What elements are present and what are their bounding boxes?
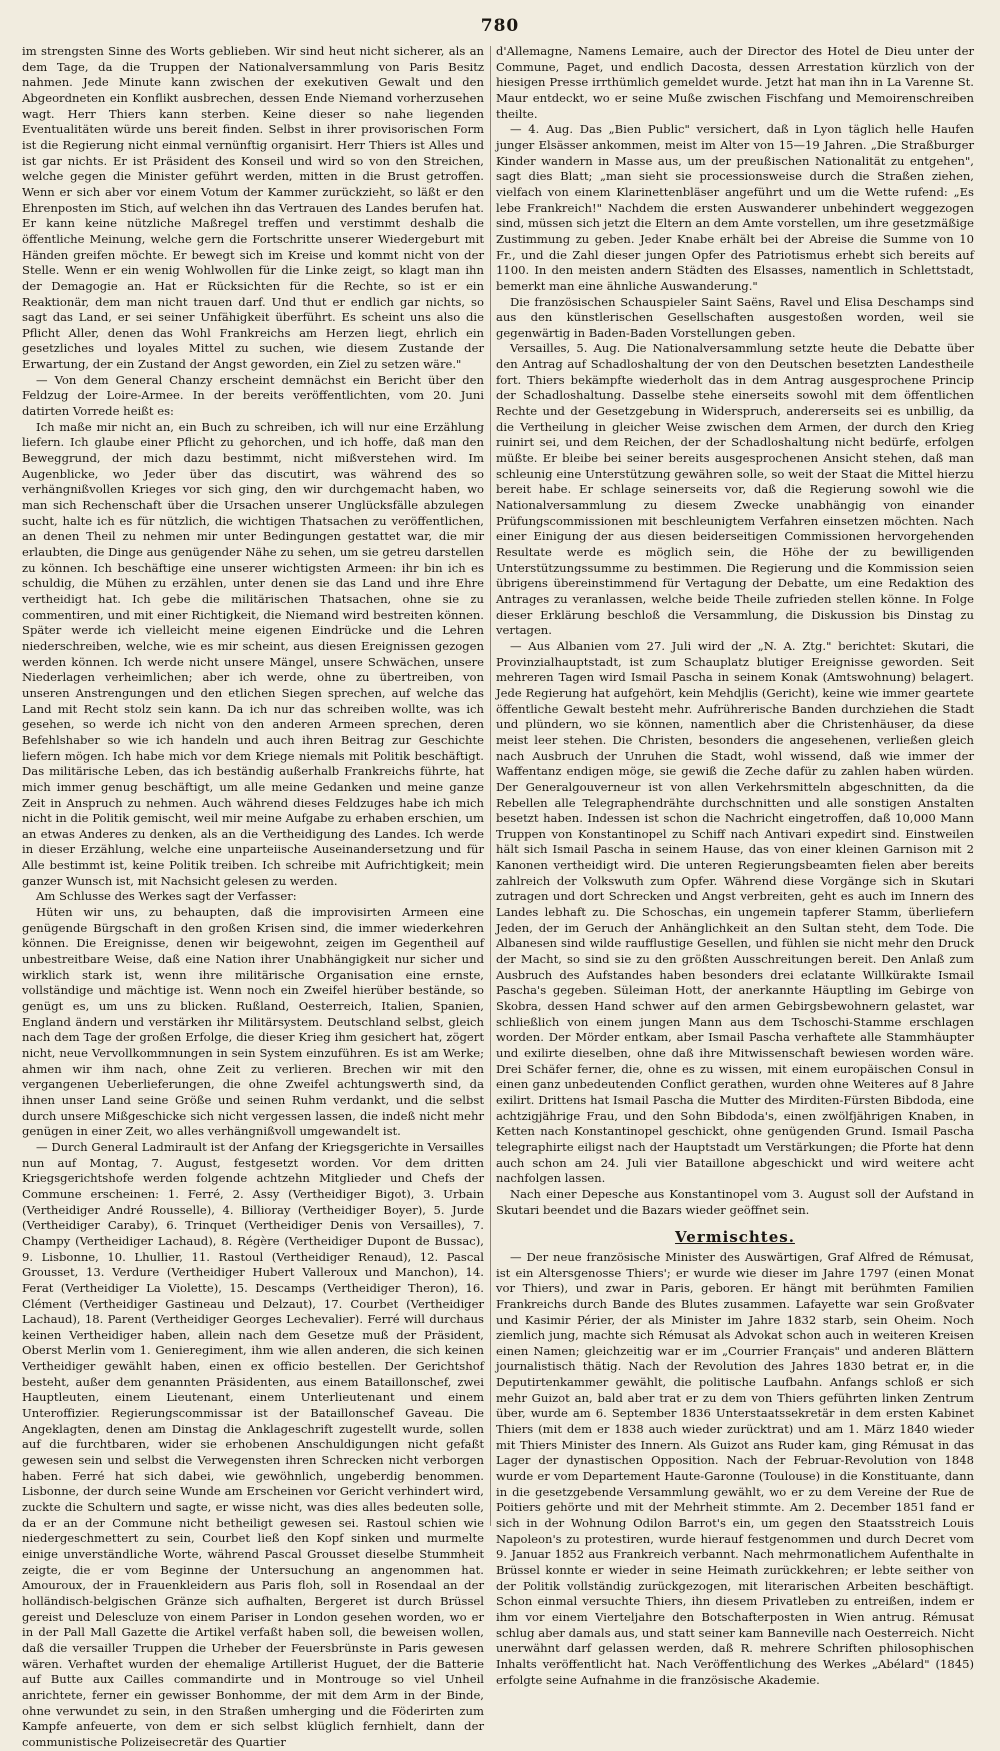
article-paragraph: Am Schlusse des Werkes sagt der Verfasser: (36, 889, 297, 904)
article-paragraph: Versailles, 5. Aug. Die Nationalversammlung setzte heute die Debatte über den Antrag auf Schadloshaltung der von den Deutschen besetzten Landestheile fort. Thiers bekämpfte wiederholt das in dem Antrag ausgesprochene Princip der Schadloshaltung. Dasselbe stehe einerseits sowohl mit dem öffentlichen Rechte und der Gesetzgebung in Widerspruch, andererseits sei es unbillig, da die Vertheilung in gleicher Weise zwischen dem Armen, der durch den Krieg ruinirt sei, und dem Reichen, der der Schadloshaltung nicht bedürfe, erfolgen müßte. Er bleibe bei seiner bereits ausgesprochenen Ansicht stehen, daß man schleunig eine Unterstützung gewähren solle, so weit der Staat die Mittel hierzu bereit habe. Er schlage seinerseits vor, daß die Regierung sowohl wie die Nationalversammlung zu diesem Zwecke unabhängig von einander Prüfungscommissionen mit beschleunigtem Verfahren einsetzen möchten. Nach einer Einigung der aus diesen beiderseitigen Commissionen hervorgehenden Resultate werde es möglich sein, die Höhe der zu bewilligenden Unterstützungssumme zu bestimmen. Die Regierung und die Kommission seien übrigens übereinstimmend für Vertagung der Debatte, um eine Redaktion des Antrages zu veranlassen, welche beide Theile zufrieden stellen könne. In Folge dieser Erklärung beschloß die Versammlung, die Diskussion bis Dinstag zu vertagen. (496, 341, 974, 638)
column-divider (490, 46, 491, 1526)
article-paragraph: Die französischen Schauspieler Saint Saëns, Ravel und Elisa Deschamps sind aus den künstlerischen Gesellschaften ausgestoßen worden, weil sie gegenwärtig in Baden-Baden Vorstellungen geben. (496, 294, 974, 340)
article-paragraph: d'Allemagne, Namens Lemaire, auch der Director des Hotel de Dieu unter der Commune, Paget, und endlich Dacosta, dessen Arrestation kürzlich von der hiesigen Presse irrthümlich gemeldet wurde. Jetzt hat man ihn in La Varenne St. Maur entdeckt, wo er seine Muße zwischen Fischfang und Memoirenschreiben theilte. (496, 44, 974, 121)
article-paragraph: — Aus Albanien vom 27. Juli wird der „N. A. Ztg." berichtet: Skutari, die Provinzialhauptstadt, ist zum Schauplatz blutiger Ereignisse geworden. Seit mehreren Tagen wird Ismail Pascha in seinem Konak (Amtswohnung) belagert. Jede Regierung hat aufgehört, kein Mehdjlis (Gericht), keine wie immer geartete öffentliche Gewalt besteht mehr. Aufrührerische Banden durchziehen die Stadt und plündern, wo sie können, namentlich aber die Christenhäuser, da diese meist leer stehen. Die Christen, besonders die angesehenen, verließen gleich nach Ausbruch der Unruhen die Stadt, wohl wissend, daß wie immer der Waffentanz endigen möge, sie gewiß die Zeche dafür zu zahlen haben würden. Der Generalgouverneur ist von allen Verkehrsmitteln abgeschnitten, da die Rebellen alle Telegraphendrähte durchschnitten und alle sonstigen Anstalten besetzt haben. Indessen ist schon die Nachricht eingetroffen, daß 10,000 Mann Truppen von Konstantinopel zu Schiff nach Antivari expedirt sind. Einstweilen hält sich Ismail Pascha in seinem Hause, das von einer kleinen Garnison mit 2 Kanonen vertheidigt wird. Die unteren Regierungsbeamten fielen aber bereits zahlreich der Volkswuth zum Opfer. Während diese Vorgänge sich in Skutari zutragen und dort Schrecken und Angst verbreiten, geht es auch im Innern des Landes lebhaft zu. Die Schoschas, ein ungemein tapferer Stamm, überliefern Jeden, der im Geruch der Anhänglichkeit an den Sultan steht, dem Tode. Die Albanesen sind wilde raufflustige Gesellen, und fühlen sie nicht mehr den Druck der Macht, so sind sie zu den größten Ausschreitungen bereit. Den Anlaß zum Ausbruch des Aufstandes haben besonders drei eclatante Willkürakte Ismail Pascha's gegeben. Süleiman Hott, der anerkannte Häuptling im Gebirge von Skobra, dessen Hand schwer auf den armen Gebirgsbewohnern gelastet, war schließlich von einem jungen Mann aus dem Tschoschi-Stamme erschlagen worden. Der Mörder entkam, aber Ismail Pascha verhaftete alle Stammhäupter und exilirte dieselben, ohne daß ihre Mitwissenschaft bewiesen worden wäre. Drei Schäfer ferner, die, ohne es zu wissen, mit einem europäischen Consul in einen ganz unbedeutenden Conflict gerathen, wurden ohne Weiteres auf 8 Jahre exilirt. Drittens hat Ismail Pascha die Mutter des Mirditen-Fürsten Bibdoda, eine achtzigjährige Frau, und den Sohn Bibdoda's, einen zwölfjährigen Knaben, in Ketten nach Konstantinopel geschickt, ohne genügenden Grund. Ismail Pascha telegraphirte eiligst nach der Hauptstadt um Verstärkungen; die Pforte hat denn auch schon am 24. Juli vier Bataillone abgeschickt und wird weitere acht nachfolgen lassen. (496, 638, 974, 1186)
article-paragraph: — Von dem General Chanzy erscheint demnächst ein Bericht über den Feldzug der Loire-Armee. In der bereits veröffentlichten, vom 20. Juni datirten Vorrede heißt es: (22, 372, 484, 419)
right-column (496, 44, 974, 1687)
section-heading: Vermischtes. (675, 1228, 795, 1247)
article-paragraph: Ich maße mir nicht an, ein Buch zu schreiben, ich will nur eine Erzählung liefern. Ich glaube einer Pflicht zu gehorchen, und ich hoffe, daß man den Beweggrund, der mich dazu bestimmt, nicht mißverstehen wird. Im Augenblicke, wo Jeder über das discutirt, was während des so verhängnißvollen Krieges vor sich ging, den wir durchgemacht haben, wo man sich Rechenschaft über die Ursachen unserer Unglücksfälle abzulegen sucht, halte ich es für nützlich, die wichtigen Thatsachen zu veröffentlichen, an denen Theil zu nehmen mir unter Bedingungen gestattet war, die mir erlaubten, die Dinge aus genügender Nähe zu sehen, um sie getreu darstellen zu können. Ich beschäftige eine unserer wichtigsten Armeen: ihr bin ich es schuldig, die Mühen zu erzählen, unter denen sie das Land und ihre Ehre vertheidigt hat. Ich gebe die militärischen Thatsachen, ohne sie zu commentiren, und mit einer Richtigkeit, die Niemand wird bestreiten können. Später werde ich vielleicht meine eigenen Eindrücke und die Lehren niederschreiben, welche, wie es mir scheint, aus diesen Ereignissen gezogen werden können. Ich werde nicht unsere Mängel, unsere Schwächen, unsere Niederlagen verheimlichen; aber ich werde, ohne zu übertreiben, von unseren Anstrengungen und den etlichen Siegen sprechen, auf welche das Land mit Recht stolz sein kann. Da ich nur das schreiben wollte, was ich gesehen, so werde ich nicht von den anderen Armeen sprechen, deren Befehlshaber so wie ich handeln und auch ihren Beitrag zur Geschichte liefern mögen. Ich habe mich vor dem Kriege niemals mit Politik beschäftigt. Das militärische Leben, das ich beständig außerhalb Frankreichs führte, hat mich immer genug beschäftigt, um alle meine Gedanken und meine ganze Zeit in Anspruch zu nehmen. Auch während dieses Feldzuges habe ich mich nicht in die Politik gemischt, weil mir meine Aufgabe zu erhaben erschien, um an etwas Anderes zu denken, als an die Vertheidigung des Landes. Ich werde in dieser Erzählung, welche eine unparteiische Auseinandersetzung und für Alle bestimmt ist, keine Politik treiben. Ich schreibe mit Aufrichtigkeit; mein ganzer Wunsch ist, mit Nachsicht gelesen zu werden. (22, 419, 484, 888)
left-column (22, 44, 484, 1749)
article-paragraph: — Durch General Ladmirault ist der Anfang der Kriegsgerichte in Versailles nun auf Montag, 7. August, festgesetzt worden. Vor dem dritten Kriegsgerichtshofe werden folgende achtzehn Mitglieder und Chefs der Commune erscheinen: 1. Ferré, 2. Assy (Vertheidiger Bigot), 3. Urbain (Vertheidiger André Rousselle), 4. Billioray (Vertheidiger Boyer), 5. Jurde (Vertheidiger Caraby), 6. Trinquet (Vertheidiger Denis von Versailles), 7. Champy (Vertheidiger Lachaud), 8. Régère (Vertheidiger Dupont de Bussac), 9. Lisbonne, 10. Lhullier, 11. Rastoul (Vertheidiger Renaud), 12. Pascal Grousset, 13. Verdure (Vertheidiger Hubert Valleroux und Manchon), 14. Ferat (Vertheidiger La Violette), 15. Descamps (Vertheidiger Theron), 16. Clément (Vertheidiger Gastineau und Delzaut), 17. Courbet (Vertheidiger Lachaud), 18. Parent (Vertheidiger Georges Lechevalier). Ferré will durchaus keinen Vertheidiger haben, allein nach dem Gesetze muß der Präsident, Oberst Merlin vom 1. Genieregiment, ihm wie allen anderen, die sich keinen Vertheidiger gewählt haben, einen ex officio bestellen. Der Gerichtshof besteht, außer dem genannten Präsidenten, aus einem Bataillonschef, zwei Hauptleuten, einem Lieutenant, einem Unterlieutenant und einem Unteroffizier. Regierungscommissar ist der Bataillonschef Gaveau. Die Angeklagten, denen am Dinstag die Anklageschrift zugestellt wurde, sollen auf die furchtbaren, wider sie erhobenen Anschuldigungen nicht gefaßt gewesen sein und selbst die Verwegensten ihren Schrecken nicht verborgen haben. Ferré hat sich dabei, wie gewöhnlich, ungeberdig benommen. Lisbonne, der durch seine Wunde am Erscheinen vor Gericht verhindert wird, zuckte die Schultern und sagte, er wisse nicht, was dies alles bedeuten solle, da er an der Commune nicht betheiligt gewesen sei. Rastoul schien wie niedergeschmettert zu sein, Courbet ließ den Kopf sinken und murmelte einige unverständliche Worte, während Pascal Grousset dieselbe Stummheit zeigte, die er vom Beginne der Untersuchung an angenommen hat. Amouroux, der in Frauenkleidern aus Paris floh, soll in Rosendaal an der holländisch-belgischen Gränze sich aufhalten, Bergeret ist durch Brüssel gereist und Delescluze von einem Pariser in London gesehen worden, wo er in der Pall Mall Gazette die Artikel verfaßt haben soll, die beweisen wollen, daß die versailler Truppen die Urheber der Feuersbrünste in Paris gewesen wären. Verhaftet wurden der ehemalige Artillerist Huguet, der die Batterie auf Butte aux Cailles commandirte und in Montrouge so viel Unheil anrichtete, ferner ein gewisser Bonhomme, der mit dem Arm in der Binde, ohne verwundet zu sein, in den Straßen umherging und die Föderirten zum Kampfe anfeuerte, von dem er sich selbst klüglich fernhielt, dann der communistische Polizeisecretär des Quartier (22, 1139, 484, 1749)
article-paragraph: — 4. Aug. Das „Bien Public" versichert, daß in Lyon täglich helle Haufen junger Elsässer ankommen, meist im Alter von 15—19 Jahren. „Die Straßburger Kinder wandern in Masse aus, um der preußischen Nationalität zu entgehen", sagt dies Blatt; „man sieht sie processionsweise durch die Straßen ziehen, vielfach von einem Klarinettenbläser angeführt und um die Wette rufend: „Es lebe Frankreich!" Nachdem die ersten Auswanderer unbehindert weggezogen sind, müssen sich jetzt die Eltern an dem Amte vorstellen, um ihre gesetzmäßige Zustimmung zu geben. Jeder Knabe erhält bei der Abreise die Summe von 10 Fr., und die Zahl dieser jungen Opfer des Patriotismus erhebt sich bereits auf 1100. In den meisten andern Städten des Elsasses, namentlich in Schlettstadt, bemerkt man eine ähnliche Auswanderung." (496, 122, 974, 293)
article-paragraph: Hüten wir uns, zu behaupten, daß die improvisirten Armeen eine genügende Bürgschaft in den großen Krisen sind, die immer wiederkehren können. Die Ereignisse, denen wir beigewohnt, zeigen im Gegentheil auf unbestreitbare Weise, daß eine Nation ihrer Unabhängigkeit nur sicher und wirklich stark ist, wenn ihre militärische Organisation eine ernste, vollständige und mächtige ist. Wenn noch ein Zweifel hierüber bestände, so genügt es, um uns zu blicken. Rußland, Oesterreich, Italien, Spanien, England ändern und verstärken ihr Militärsystem. Deutschland selbst, gleich nach dem Tage der großen Erfolge, die dieser Krieg ihm gesichert hat, zögert nicht, neue Vervollkommnungen in sein System einzuführen. Es ist am Werke; ahmen wir ihm nach, ohne Zeit zu verlieren. Brechen wir mit den vergangenen Ueberlieferungen, die ohne Zweifel achtungswerth sind, da ihnen unser Land seine Größe und seinen Ruhm verdankt, und die selbst durch unsere Mißgeschicke sich nicht vergessen lassen, die indeß nicht mehr genügen in einer Zeit, wo alles verhängnißvoll umgewandelt ist. (22, 905, 484, 1139)
article-paragraph: im strengsten Sinne des Worts geblieben. Wir sind heut nicht sicherer, als an dem Tage, da die Truppen der Nationalversammlung von Paris Besitz nahmen. Jede Minute kann zwischen der exekutiven Gewalt und den Abgeordneten ein Konflikt ausbrechen, dessen Ende Niemand vorherzusehen wagt. Herr Thiers kann sterben. Keine dieser so nahe liegenden Eventualitäten würde uns bereit finden. Selbst in ihrer provisorischen Form ist die Regierung nicht einmal vernünftig organisirt. Herr Thiers ist Alles und ist gar nichts. Er ist Präsident des Konseil und wird so von den Streichen, welche gegen die Minister geführt werden, mitten in die Brust getroffen. Wenn er sich aber vor einem Votum der Kammer zurückzieht, so läßt er den Ehrenposten im Stich, auf welchen ihn das Vertrauen des Landes berufen hat. Er kann keine nützliche Maßregel treffen und verstimmt deshalb die öffentliche Meinung, welche gern die Fortschritte unserer Wiedergeburt mit Händen greifen möchte. Er bewegt sich im Kreise und kommt nicht von der Stelle. Wenn er ein wenig Wohlwollen für die Linke zeigt, so klagt man ihn der Demagogie an. Hat er Rücksichten für die Rechte, so ist er ein Reaktionär, dem man nicht trauen darf. Und thut er endlich gar nichts, so sagt das Land, er sei seiner Unfähigkeit überführt. Es scheint uns also die Pflicht Aller, denen das Wohl Frankreichs am Herzen liegt, ehrlich ein gesetzliches und loyales Mittel zu suchen, wie diesem Zustande der Erwartung, der ein Zustand der Angst geworden, ein Ziel zu setzen wäre." (22, 44, 484, 372)
article-paragraph: — Der neue französische Minister des Auswärtigen, Graf Alfred de Rémusat, ist ein Altersgenosse Thiers'; er wurde wie dieser im Jahre 1797 (einen Monat vor Thiers), und zwar in Paris, geboren. Er hängt mit berühmten Familien Frankreichs durch Bande des Blutes zusammen. Lafayette war sein Großvater und Kasimir Périer, der als Minister im Jahre 1832 starb, sein Oheim. Noch ziemlich jung, machte sich Rémusat als Advokat schon auch in weiteren Kreisen einen Namen; gleichzeitig war er im „Courrier Français" und anderen Blättern journalistisch thätig. Nach der Revolution des Jahres 1830 betrat er, in die Deputirtenkammer gewählt, die politische Laufbahn. Anfangs schloß er sich mehr Guizot an, bald aber trat er zu dem von Thiers geführten linken Zentrum über, wurde am 6. September 1836 Unterstaatssekretär in dem ersten Kabinet Thiers (mit dem er 1838 auch wieder zurücktrat) und am 1. März 1840 wieder mit Thiers Minister des Innern. Als Guizot ans Ruder kam, ging Rémusat in das Lager der dynastischen Opposition. Nach der Februar-Revolution von 1848 wurde er vom Departement Haute-Garonne (Toulouse) in die Konstituante, dann in die gesetzgebende Versammlung gewählt, wo er zu dem Vereine der Rue de Poitiers gehörte und mit der Mehrheit stimmte. Am 2. December 1851 fand er sich in der Wohnung Odilon Barrot's ein, um gegen den Staatsstreich Louis Napoleon's zu protestiren, wurde hierauf festgenommen und durch Decret vom 9. Januar 1852 aus Frankreich verbannt. Nach mehrmonatlichem Aufenthalte in Brüssel konnte er wieder in seine Heimath zurückkehren; er lebte seither von der Politik vollständig zurückgezogen, mit literarischen Arbeiten beschäftigt. Schon einmal versuchte Thiers, ihn diesem Privatleben zu entreißen, indem er ihm vor einem Vierteljahre den Botschafterposten in Wien antrug. Rémusat schlug aber damals aus, und statt seiner kam Banneville nach Oesterreich. Nicht unerwähnt darf gelassen werden, daß R. mehrere Schriften philosophischen Inhalts veröffentlicht hat. Nach Veröffentlichung des Werkes „Abélard" (1845) erfolgte seine Aufnahme in die französische Akademie. (496, 1249, 974, 1687)
page-number: 780 (480, 16, 520, 36)
article-paragraph: Nach einer Depesche aus Konstantinopel vom 3. August soll der Aufstand in Skutari beendet und die Bazars wieder geöffnet sein. (496, 1186, 974, 1217)
